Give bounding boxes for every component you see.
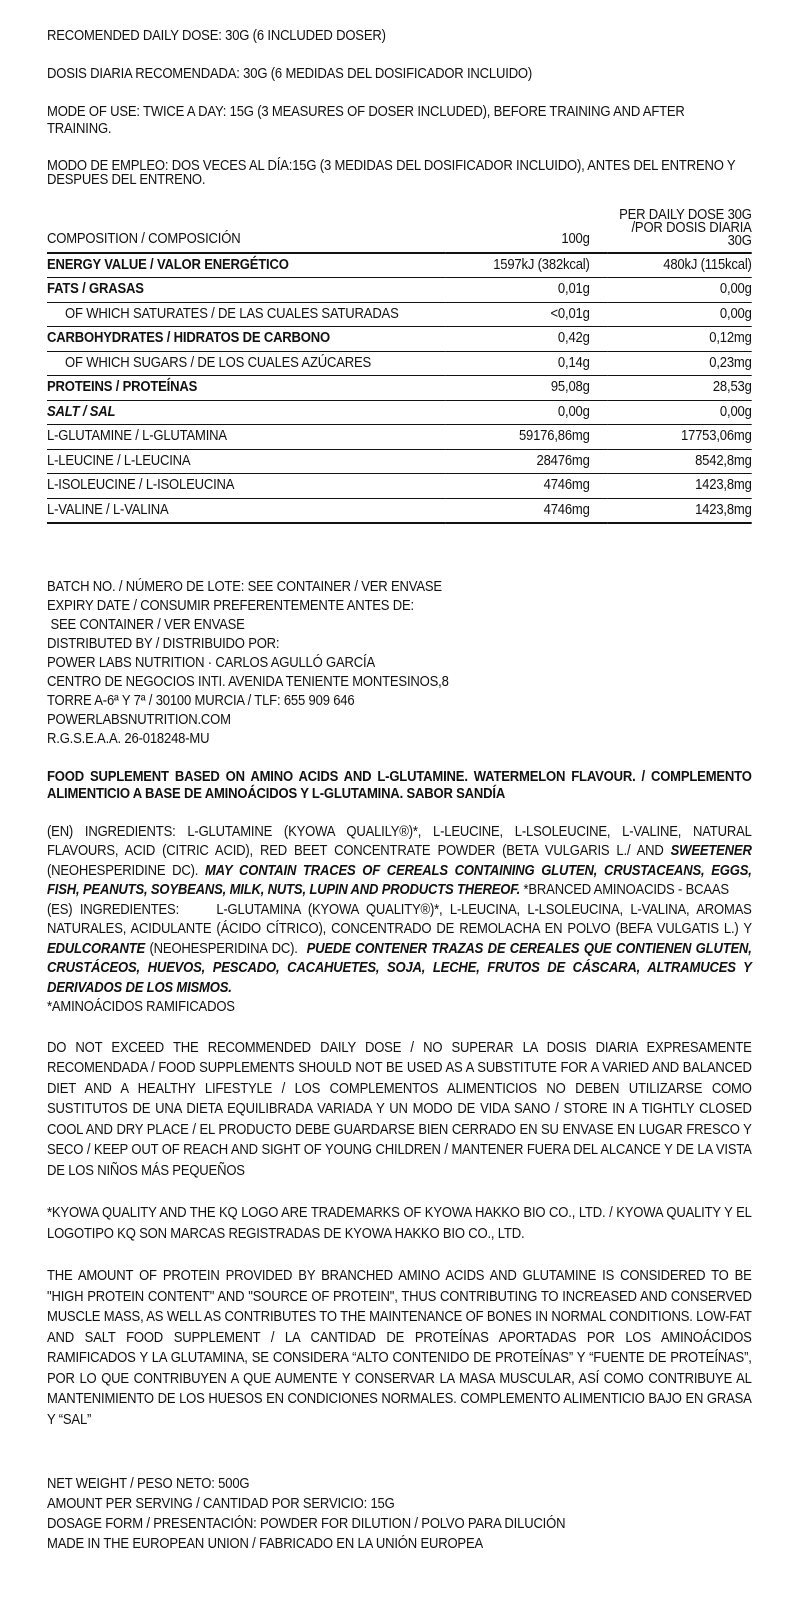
nutrition-row bbox=[47, 351, 752, 376]
daily-dose-en: RECOMENDED DAILY DOSE: 30G (6 INCLUDED DOSER) bbox=[47, 28, 386, 44]
row-label: FATS / GRASAS bbox=[47, 281, 144, 298]
allergens-es: PUEDE CONTENER TRAZAS DE CEREALES QUE CONTIENEN GLUTEN, CRUSTÁCEOS, HUEVOS, PESCADO, CACAHUETES, SOJA, LECHE, FRUTOS DE CÁSCARA, ALTRAMUCES Y DERIVADOS DE LOS MISMOS. bbox=[47, 940, 752, 996]
row-value-100g: 0,14g bbox=[557, 354, 590, 371]
per-100g-header: 100g bbox=[561, 231, 590, 247]
nutrition-row bbox=[47, 278, 752, 303]
nutrition-row bbox=[47, 376, 752, 401]
row-label: ENERGY VALUE / VALOR ENERGÉTICO bbox=[47, 257, 289, 273]
row-label: L-GLUTAMINE / L-GLUTAMINA bbox=[47, 428, 227, 445]
composition-header: COMPOSITION / COMPOSICIÓN bbox=[47, 231, 241, 247]
batch-number: BATCH NO. / NÚMERO DE LOTE: SEE CONTAINER / VER ENVASE bbox=[47, 578, 442, 595]
allergens-en: MAY CONTAIN TRACES OF CEREALS CONTAINING GLUTEN, CRUSTACEANS, EGGS, FISH, PEANUTS, SOYBEANS, MILK, NUTS, LUPIN AND PRODUCTS THEREOF. bbox=[47, 862, 752, 898]
row-value-100g: 0,01g bbox=[557, 281, 590, 298]
row-value-dose: 480kJ (115kcal) bbox=[663, 257, 752, 273]
distributor-address-1: CENTRO DE NEGOCIOS INTI. AVENIDA TENIENTE MONTESINOS,8 bbox=[47, 673, 449, 690]
nutrition-row bbox=[47, 253, 752, 278]
amount-per-serving: AMOUNT PER SERVING / CANTIDAD POR SERVICIO: 15G bbox=[47, 1496, 395, 1512]
protein-claim: THE AMOUNT OF PROTEIN PROVIDED BY BRANCHED AMINO ACIDS AND GLUTAMINE IS CONSIDERED TO BE "HIGH PROTEIN CONTENT" AND "SOURCE OF PROTEIN", THUS CONTRIBUTING TO INCREASED AND CONSERVED MUSCLE MASS, AS WELL AS CONTRIBUTES TO THE MAINTENANCE OF BONES IN NORMAL CONDITIONS. LOW-FAT AND SALT FOOD SUPPLEMENT / LA CANTIDAD DE PROTEÍNAS APORTADAS POR LOS AMINOÁCIDOS RAMIFICADOS Y LA GLUTAMINA, SE CONSIDERA “ALTO CONTENIDO DE PROTEÍNAS” Y “FUENTE DE PROTEÍNAS”, POR LO QUE CONTRIBUYEN A QUE AUMENTE Y CONSERVAR LA MASA MUSCULAR, ASÍ COMO CONTRIBUYE AL MANTENIMIENTO DE LOS HUESOS EN CONDICIONES NORMALES. COMPLEMENTO ALIMENTICIO BAJO EN GRASA Y “SAL” bbox=[47, 1268, 752, 1428]
row-value-100g: <0,01g bbox=[550, 305, 590, 322]
row-value-dose: 0,00g bbox=[719, 403, 752, 420]
row-value-dose: 28,53g bbox=[712, 379, 752, 396]
row-value-100g: 28476mg bbox=[536, 452, 590, 469]
row-value-dose: 1423,8mg bbox=[695, 501, 752, 518]
ingredients-en: (EN) INGREDIENTS: L-GLUTAMINE (KYOWA QUALILY®)*, L-LEUCINE, L-LSOLEUCINE, L-VALINE, NATURAL FLAVOURS, ACID (CITRIC ACID), RED BEET CONCENTRATE POWDER (BETA VULGARIS L./ AND bbox=[47, 823, 752, 859]
row-value-100g: 0,00g bbox=[557, 403, 590, 420]
label-document bbox=[47, 28, 756, 1554]
row-label: L-LEUCINE / L-LEUCINA bbox=[47, 452, 191, 469]
row-label: OF WHICH SUGARS / DE LOS CUALES AZÚCARES bbox=[65, 354, 372, 371]
warnings-block: DO NOT EXCEED THE RECOMMENDED DAILY DOSE / NO SUPERAR LA DOSIS DIARIA EXPRESAMENTE RECOMENDADA / FOOD SUPPLEMENTS SHOULD NOT BE USED AS A SUBSTITUTE FOR A VARIED AND BALANCED DIET AND A HEALTHY LIFESTYLE / LOS COMPLEMENTOS ALIMENTICIOS NO DEBEN UTILIZARSE COMO SUSTITUTOS DE UNA DIETA EQUILIBRADA VARIADA Y UN MODO DE VIDA SANO / STORE IN A TIGHTLY CLOSED COOL AND DRY PLACE / EL PRODUCTO DEBE GUARDARSE BIEN CERRADO EN SU ENVASE EN LUGAR FRESCO Y SECO / KEEP OUT OF REACH AND SIGHT OF YOUNG CHILDREN / MANTENER FUERA DEL ALCANCE Y DE LA VISTA DE LOS NIÑOS MÁS PEQUEÑOS bbox=[47, 1039, 752, 1179]
row-value-100g: 59176,86mg bbox=[518, 428, 590, 445]
row-label: L-VALINE / L-VALINA bbox=[47, 501, 169, 518]
batch-distributor-info bbox=[47, 578, 752, 749]
row-label: PROTEINS / PROTEÍNAS bbox=[47, 379, 198, 396]
bcaa-note-es: *AMINOÁCIDOS RAMIFICADOS bbox=[47, 999, 235, 1015]
expiry-date: EXPIRY DATE / CONSUMIR PREFERENTEMENTE ANTES DE: bbox=[47, 597, 414, 614]
dosage-form: DOSAGE FORM / PRESENTACIÓN: POWDER FOR DILUTION / POLVO PARA DILUCIÓN bbox=[47, 1516, 566, 1532]
row-value-100g: 95,08g bbox=[550, 379, 590, 396]
bcaa-note-en: *BRANCED AMINOACIDS - BCAAS bbox=[520, 882, 729, 898]
nutrition-row bbox=[47, 449, 752, 474]
ingredients-block: (EN) INGREDIENTS: L-GLUTAMINE (KYOWA QUALILY®)*, L-LEUCINE, L-LSOLEUCINE, L-VALINE, NATURAL FLAVOURS, ACID (CITRIC ACID), RED BEET CONCENTRATE POWDER (BETA VULGARIS L./ AND SWEETENER (NEOHESPERIDINE DC). MAY CONTAIN TRACES OF CEREALS CONTAINING GLUTEN, CRUSTACEANS, EGGS, FISH, PEANUTS, SOYBEANS, MILK, NUTS, LUPIN AND PRODUCTS THEREOF. *BRANCED AMINOACIDS - BCAAS (ES) INGREDIENTES: L-GLUTAMINA (KYOWA QUALITY®)*, L-LEUCINA, L-LSOLEUCINA, L-VALINA, AROMAS NATURALES, ACIDULANTE (ÁCIDO CÍTRICO), CONCENTRADO DE REMOLACHA EN POLVO (BEFA VULGATIS L.) Y EDULCORANTE (NEOHESPERIDINA DC). PUEDE CONTENER TRAZAS DE CEREALES QUE CONTIENEN GLUTEN, CRUSTÁCEOS, HUEVOS, PESCADO, CACAHUETES, SOJA, LECHE, FRUTOS DE CÁSCARA, ALTRAMUCES Y DERIVADOS DE LOS MISMOS. *AMINOÁCIDOS RAMIFICADOS bbox=[47, 823, 756, 1015]
nutrition-row bbox=[47, 400, 752, 425]
row-value-dose: 8542,8mg bbox=[695, 452, 752, 469]
row-value-100g: 4746mg bbox=[543, 477, 590, 494]
sweetener-en: SWEETENER bbox=[670, 843, 752, 859]
row-label: OF WHICH SATURATES / DE LAS CUALES SATURADAS bbox=[65, 305, 399, 322]
row-value-dose: 0,00g bbox=[719, 281, 752, 298]
row-value-100g: 0,42g bbox=[557, 330, 590, 347]
row-value-100g: 1597kJ (382kcal) bbox=[493, 257, 590, 273]
nutrition-row bbox=[47, 425, 752, 450]
distributor-name: POWER LABS NUTRITION · CARLOS AGULLÓ GARCÍA bbox=[47, 654, 376, 671]
made-in: MADE IN THE EUROPEAN UNION / FABRICADO EN LA UNIÓN EUROPEA bbox=[47, 1536, 484, 1552]
row-label: SALT / SAL bbox=[47, 403, 116, 420]
nutrition-row bbox=[47, 302, 752, 327]
net-weight: NET WEIGHT / PESO NETO: 500G bbox=[47, 1476, 250, 1492]
nutrition-header-row bbox=[47, 209, 752, 253]
registry-number: R.G.S.E.A.A. 26-018248-MU bbox=[47, 730, 210, 747]
nutrition-row bbox=[47, 474, 752, 499]
distributor-address-2: TORRE A-6ª Y 7ª / 30100 MURCIA / TLF: 655 909 646 bbox=[47, 692, 355, 709]
row-value-dose: 0,23mg bbox=[709, 354, 752, 371]
row-value-dose: 17753,06mg bbox=[680, 428, 752, 445]
kyowa-trademark-note: *KYOWA QUALITY AND THE KQ LOGO ARE TRADEMARKS OF KYOWA HAKKO BIO CO., LTD. / KYOWA QUALITY Y EL LOGOTIPO KQ SON MARCAS REGISTRADAS DE KYOWA HAKKO BIO CO., LTD. bbox=[47, 1205, 752, 1242]
mode-of-use-en: MODE OF USE: TWICE A DAY: 15G (3 MEASURES OF DOSER INCLUDED), BEFORE TRAINING AND AFTER TRAINING. bbox=[47, 104, 685, 137]
daily-dose-es: DOSIS DIARIA RECOMENDADA: 30G (6 MEDIDAS DEL DOSIFICADOR INCLUIDO) bbox=[47, 66, 533, 82]
ingredients-es: (ES) INGREDIENTES: L-GLUTAMINA (KYOWA QUALITY®)*, L-LEUCINA, L-LSOLEUCINA, L-VALINA, AROMAS NATURALES, ACIDULANTE (ÁCIDO CÍTRICO), CONCENTRADO DE REMOLACHA EN POLVO (BEFA VULGATIS L.) Y bbox=[47, 901, 756, 937]
per-dose-header: PER DAILY DOSE 30G /POR DOSIS DIARIA 30G bbox=[619, 207, 752, 249]
row-value-dose: 0,00g bbox=[719, 305, 752, 322]
net-weight-info bbox=[47, 1474, 752, 1554]
row-value-dose: 1423,8mg bbox=[695, 477, 752, 494]
sweetener-es: EDULCORANTE bbox=[47, 940, 146, 957]
food-supplement-title: FOOD SUPLEMENT BASED ON AMINO ACIDS AND L-GLUTAMINE. WATERMELON FLAVOUR. / COMPLEMENTO ALIMENTICIO A BASE DE AMINOÁCIDOS Y L-GLUTAMINA. SABOR SANDÍA bbox=[47, 768, 752, 802]
distributor-website: POWERLABSNUTRITION.COM bbox=[47, 711, 231, 728]
distributed-by: DISTRIBUTED BY / DISTRIBUIDO POR: bbox=[47, 635, 280, 652]
nutrition-table bbox=[47, 209, 752, 524]
row-value-100g: 4746mg bbox=[543, 501, 590, 518]
mode-of-use-es: MODO DE EMPLEO: DOS VECES AL DÍA:15G (3 MEDIDAS DEL DOSIFICADOR INCLUIDO), ANTES DEL ENTRENO Y DESPUES DEL ENTRENO. bbox=[47, 158, 736, 188]
row-label: CARBOHYDRATES / HIDRATOS DE CARBONO bbox=[47, 330, 330, 347]
expiry-see-container: SEE CONTAINER / VER ENVASE bbox=[47, 616, 245, 633]
row-label: L-ISOLEUCINE / L-ISOLEUCINA bbox=[47, 477, 235, 494]
nutrition-row bbox=[47, 498, 752, 523]
nutrition-row bbox=[47, 327, 752, 352]
row-value-dose: 0,12mg bbox=[709, 330, 752, 347]
